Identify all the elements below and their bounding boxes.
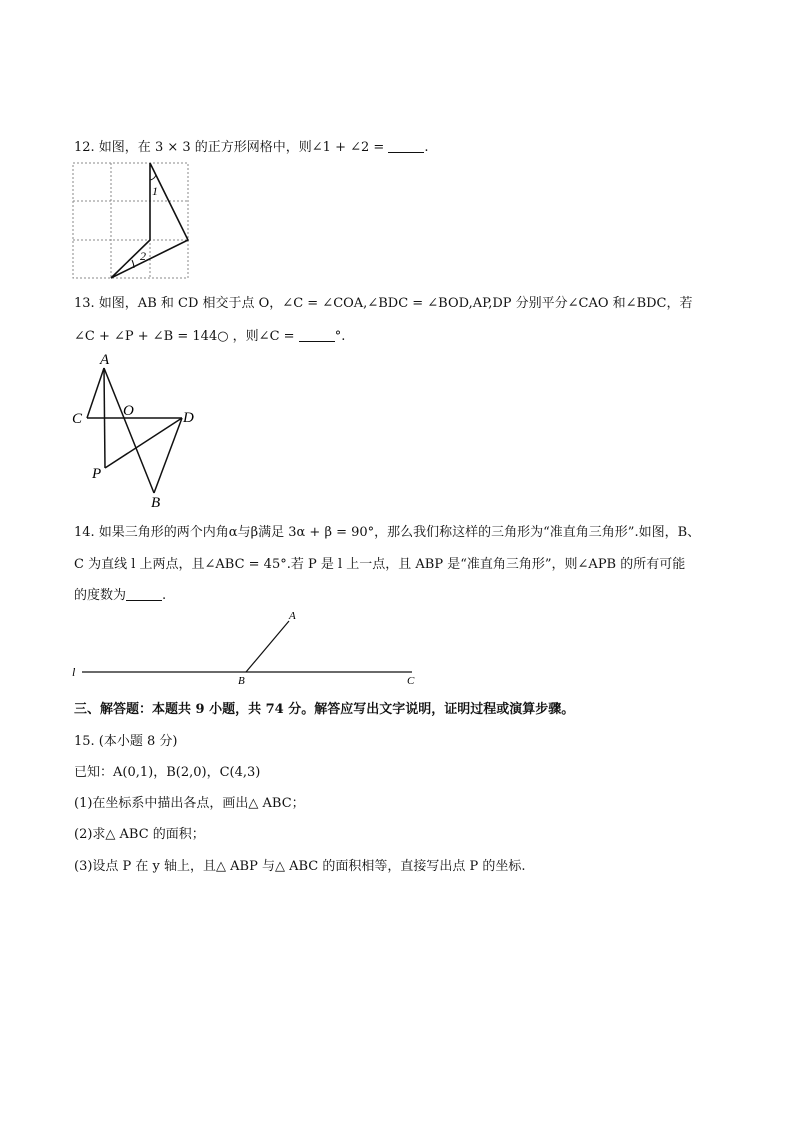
- q13-line2-after: °.: [334, 329, 346, 344]
- q15-given: 已知：A(0,1)，B(2,0)，C(4,3): [74, 765, 261, 780]
- q13-line1: 13. 如图，AB 和 CD 相交于点 O，∠C = ∠COA,∠BDC = ∠BOD,AP,DP 分别平分∠CAO 和∠BDC，若: [74, 296, 693, 311]
- q15-title: 15. (本小题 8 分): [74, 734, 178, 749]
- q13-label-b: B: [151, 495, 161, 511]
- q12-text-after: .: [424, 140, 429, 155]
- q14-line2: C 为直线 l 上两点，且∠ABC = 45°.若 P 是 l 上一点，且 ABP 是“准直角三角形”，则∠APB 的所有可能: [74, 557, 686, 572]
- q12-angle-2-label: 2: [140, 249, 146, 263]
- q12-grid-lines: [73, 163, 188, 278]
- q15-part3: (3)设点 P 在 y 轴上，且△ ABP 与△ ABC 的面积相等，直接写出点 P 的坐标.: [74, 859, 526, 874]
- q13-figure: [70, 350, 210, 510]
- q13-line2: [74, 325, 345, 344]
- q14-label-a: A: [289, 610, 296, 622]
- q14-label-l: l: [72, 665, 76, 679]
- q12-angle-1-label: 1: [152, 184, 158, 198]
- q13-line2-before: ∠C + ∠P + ∠B = 144○ ，则∠C =: [74, 329, 299, 344]
- q13-label-o: O: [123, 403, 134, 419]
- q14-line3-after: .: [162, 588, 167, 603]
- q14-label-b: B: [238, 675, 245, 687]
- q14-label-c: C: [407, 675, 415, 687]
- q15-part2: (2)求△ ABC 的面积；: [74, 827, 205, 842]
- q13-label-d: D: [183, 410, 194, 426]
- q14-line1: 14. 如果三角形的两个内角α与β满足 3α + β = 90°，那么我们称这样的三角形为“准直角三角形”.如图，B、: [74, 525, 701, 540]
- q12-text-before: 12. 如图，在 3 × 3 的正方形网格中，则∠1 + ∠2 =: [74, 140, 389, 155]
- q13-label-c: C: [72, 411, 83, 427]
- q14-lines: [82, 621, 412, 672]
- q14-line3: [74, 584, 166, 603]
- q13-lines: [87, 368, 182, 493]
- q13-label-a: A: [100, 352, 110, 368]
- q12-text: [74, 136, 429, 155]
- q13-label-p: P: [92, 466, 102, 482]
- section3-heading: 三、解答题：本题共 9 小题，共 74 分。解答应写出文字说明，证明过程或演算步骤。: [74, 702, 575, 717]
- q14-answer-blank: [126, 588, 162, 601]
- q15-part1: (1)在坐标系中描出各点，画出△ ABC；: [74, 796, 305, 811]
- q12-answer-blank: [388, 140, 424, 153]
- q14-line3-before: 的度数为: [74, 588, 127, 603]
- q14-figure: [70, 605, 430, 685]
- q13-answer-blank: [299, 329, 335, 342]
- q12-grid-figure: [72, 162, 190, 280]
